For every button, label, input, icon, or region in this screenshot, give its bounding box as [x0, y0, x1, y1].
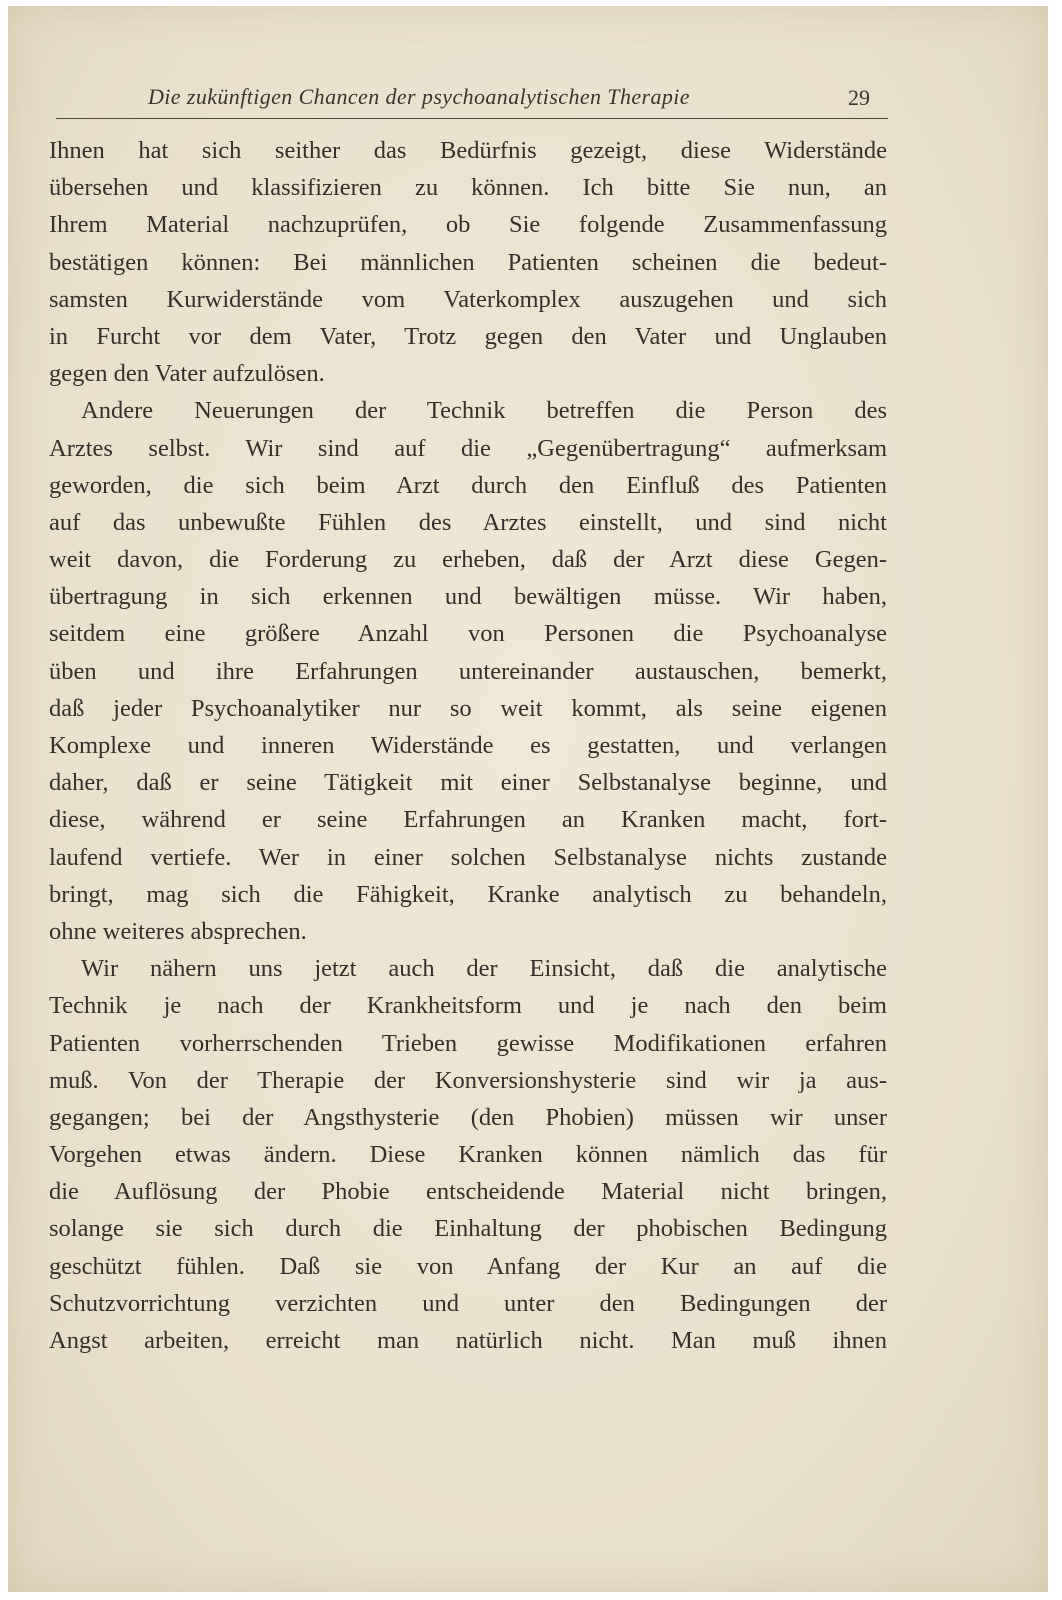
text-line: Patienten vorherrschenden Trieben gewisse Modifikationen erfahren — [49, 1029, 887, 1057]
page-number: 29 — [848, 85, 870, 110]
text-line: übertragung in sich erkennen und bewältigen müsse. Wir haben, — [49, 583, 887, 611]
text-line: auf das unbewußte Fühlen des Arztes einstellt, und sind nicht — [49, 508, 887, 536]
text-line: geworden, die sich beim Arzt durch den Einfluß des Patienten — [49, 471, 887, 499]
text-line: bringt, mag sich die Fähigkeit, Kranke analytisch zu behandeln, — [49, 880, 887, 908]
text-line: samsten Kurwiderstände vom Vaterkomplex auszugehen und sich — [49, 285, 887, 313]
text-line: Komplexe und inneren Widerstände es gestatten, und verlangen — [49, 732, 887, 759]
text-line: geschützt fühlen. Daß sie von Anfang der Kur an auf die — [49, 1252, 887, 1280]
text-line: die Auflösung der Phobie entscheidende Material nicht bringen, — [49, 1178, 887, 1206]
paragraph-1 — [49, 132, 887, 392]
text-line: Ihrem Material nachzuprüfen, ob Sie folgende Zusammenfassung — [49, 211, 887, 239]
text-line: gegen den Vater aufzulösen. — [49, 360, 325, 388]
text-line: Angst arbeiten, erreicht man natürlich nicht. Man muß ihnen — [49, 1327, 887, 1354]
text-line: übersehen und klassifizieren zu können. Ich bitte Sie nun, an — [49, 174, 887, 202]
text-line: seitdem eine größere Anzahl von Personen die Psychoanalyse — [49, 620, 887, 648]
text-line: diese, während er seine Erfahrungen an Kranken macht, fort- — [49, 806, 887, 834]
text-line: Schutzvorrichtung verzichten und unter den Bedingungen der — [49, 1289, 887, 1317]
text-line: laufend vertiefe. Wer in einer solchen Selbstanalyse nichts zustande — [49, 843, 887, 871]
body-text — [49, 132, 887, 1359]
text-line: Technik je nach der Krankheitsform und je nach den beim — [49, 992, 887, 1020]
text-line: bestätigen können: Bei männlichen Patienten scheinen die bedeut- — [49, 248, 887, 276]
text-line: weit davon, die Forderung zu erheben, daß der Arzt diese Gegen- — [49, 546, 887, 574]
text-line: in Furcht vor dem Vater, Trotz gegen den Vater und Unglauben — [49, 322, 887, 350]
text-line: daß jeder Psychoanalytiker nur so weit kommt, als seine eigenen — [49, 694, 887, 722]
text-line: Vorgehen etwas ändern. Diese Kranken können nämlich das für — [49, 1141, 887, 1169]
text-line: Arztes selbst. Wir sind auf die „Gegenübertragung“ aufmerksam — [49, 434, 887, 462]
running-head — [56, 78, 888, 119]
text-line: üben und ihre Erfahrungen untereinander austauschen, bemerkt, — [49, 657, 887, 685]
paragraph-2 — [49, 392, 887, 950]
text-line: solange sie sich durch die Einhaltung der phobischen Bedingung — [49, 1215, 887, 1243]
paragraph-3 — [49, 950, 887, 1359]
text-line: Ihnen hat sich seither das Bedürfnis gezeigt, diese Widerstände — [49, 137, 887, 164]
text-line: daher, daß er seine Tätigkeit mit einer Selbstanalyse beginne, und — [49, 769, 887, 797]
text-line: Andere Neuerungen der Technik betreffen die Person des — [81, 397, 887, 425]
running-title: Die zukünftigen Chancen der psychoanalytischen Therapie — [148, 84, 690, 109]
text-line: muß. Von der Therapie der Konversionshysterie sind wir ja aus- — [49, 1066, 887, 1094]
book-page — [8, 6, 1048, 1592]
text-line: Wir nähern uns jetzt auch der Einsicht, daß die analytische — [81, 955, 887, 983]
text-line: ohne weiteres absprechen. — [49, 917, 307, 945]
text-line: gegangen; bei der Angsthysterie (den Phobien) müssen wir unser — [49, 1103, 887, 1131]
